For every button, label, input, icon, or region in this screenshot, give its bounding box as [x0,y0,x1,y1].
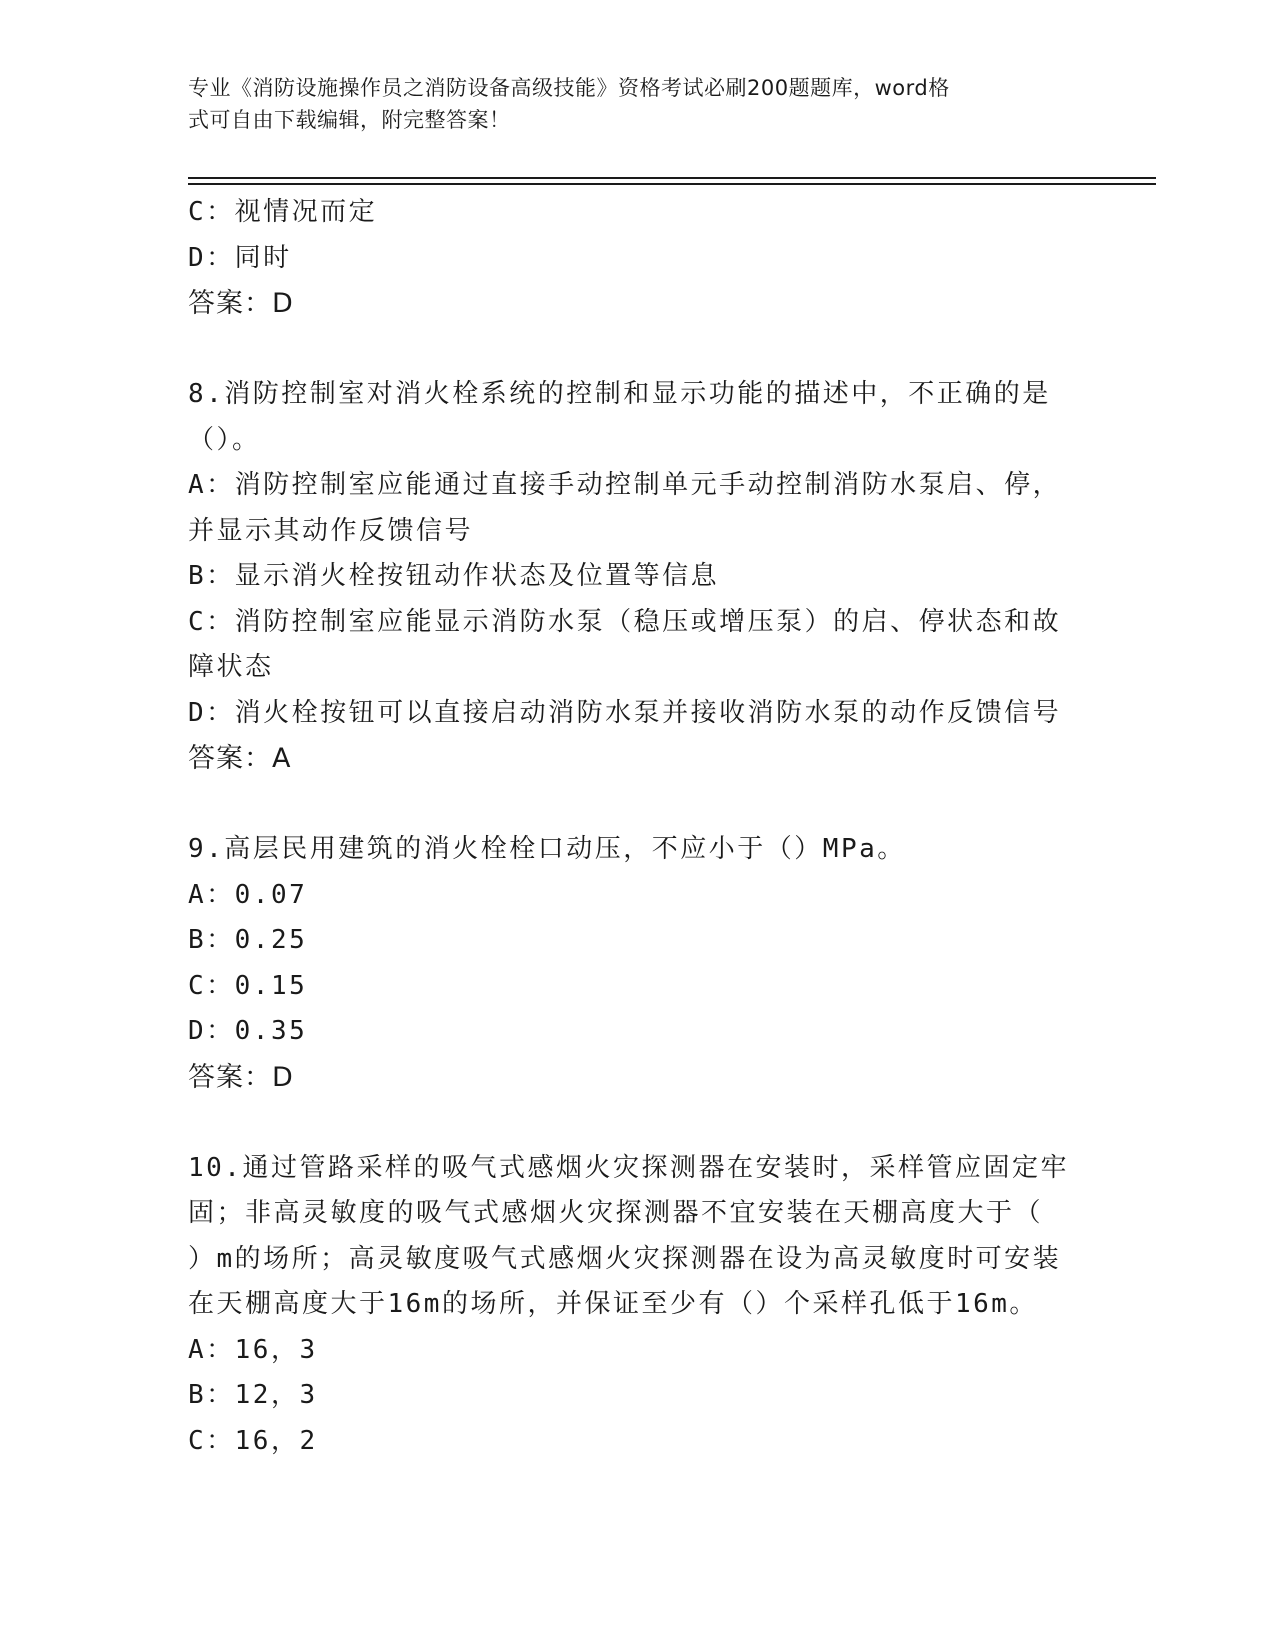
question-stem: 8.消防控制室对消火栓系统的控制和显示功能的描述中，不正确的是 [188,379,1051,409]
option-d: D：消火栓按钮可以直接启动消防水泵并接收消防水泵的动作反馈信号 [188,697,1062,728]
question-8 [188,372,1088,782]
option-d: D：同时 [188,242,292,273]
spacer [188,782,1088,828]
option-c: C：0.15 [188,970,308,1001]
document-header [188,72,1068,136]
answer: 答案：D [188,1061,294,1093]
option-a: A：消防控制室应能通过直接手动控制单元手动控制消防水泵启、停， [188,470,1062,500]
option-b: B：显示消火栓按钮动作状态及位置等信息 [188,561,720,591]
spacer [188,1100,1088,1146]
option-a: A：0.07 [188,879,308,910]
spacer [188,327,1088,373]
prev-question-tail [188,190,1088,327]
question-stem-cont: （）。 [188,424,261,455]
option-d: D：0.35 [188,1016,308,1046]
answer: 答案：D [188,288,294,319]
document-body [188,190,1088,1464]
question-stem: 10.通过管路采样的吸气式感烟火灾探测器在安装时，采样管应固定牢 [188,1152,1069,1183]
option-c-cont: 障状态 [188,652,274,682]
question-stem: 9.高层民用建筑的消火栓栓口动压，不应小于（）MPa。 [188,834,906,864]
header-line-1: 专业《消防设施操作员之消防设备高级技能》资格考试必刷200题题库，word格 [188,76,950,100]
option-c: C：视情况而定 [188,197,378,227]
question-stem-cont: 在天棚高度大于16m的场所，并保证至少有（）个采样孔低于16m。 [188,1289,1038,1319]
option-a: A：16，3 [188,1334,318,1365]
option-c: C：16，2 [188,1425,318,1456]
question-9 [188,827,1088,1100]
option-b: B：0.25 [188,925,308,955]
header-line-2: 式可自由下载编辑，附完整答案！ [188,108,511,132]
option-a-cont: 并显示其动作反馈信号 [188,515,474,546]
option-c: C：消防控制室应能显示消防水泵（稳压或增压泵）的启、停状态和故 [188,606,1062,637]
question-stem-cont: ）m的场所；高灵敏度吸气式感烟火灾探测器在设为高灵敏度时可安装 [188,1243,1062,1274]
answer: 答案：A [188,743,292,774]
header-divider-top [188,177,1156,179]
question-10 [188,1146,1088,1465]
question-stem-cont: 固；非高灵敏度的吸气式感烟火灾探测器不宜安装在天棚高度大于（ [188,1198,1044,1228]
header-divider-bottom [188,183,1156,185]
option-b: B：12，3 [188,1380,318,1410]
